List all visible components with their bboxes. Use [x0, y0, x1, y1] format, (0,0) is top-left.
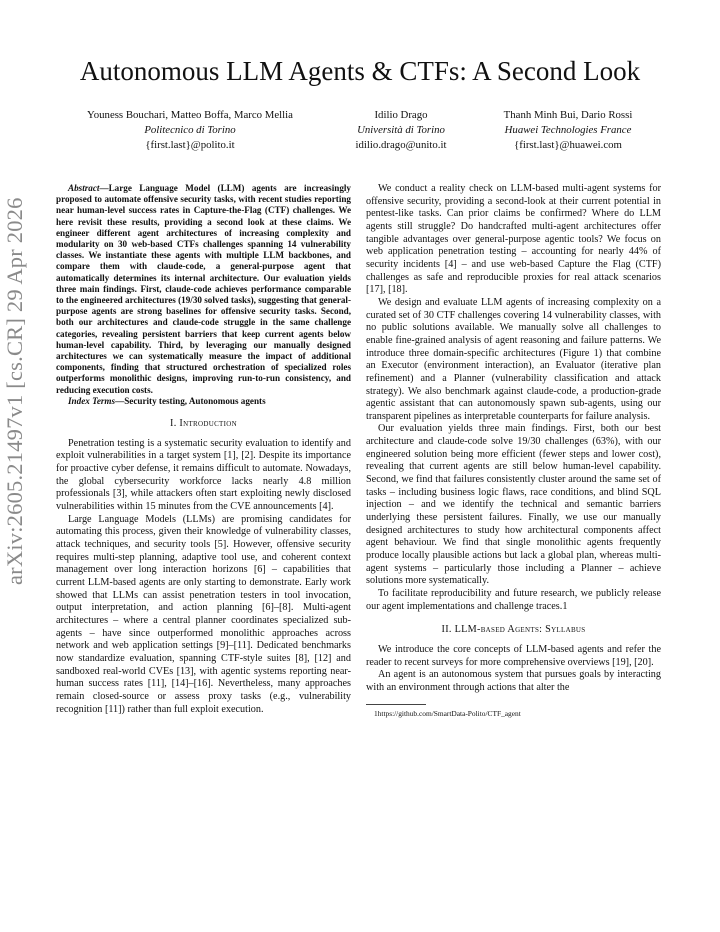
right-column: [366, 183, 661, 719]
paragraph: We conduct a reality check on LLM-based multi-agent systems for offensive security, providing a second-look at their current potential in pentest-like tasks. Can prior claims be confirmed? Where do LLM agents still struggle? Do handcrafted multi-agent architectures offer tangible advantages over general-purpose agentic tools? We focus on web application penetration testing – accounting for nearly 44% of security incidents [4] – and use web-based Capture the Flag (CTF) challenges as safe and reproducible proxies for real attack scenarios [17], [18].: [366, 183, 661, 296]
affiliation-polito: [60, 108, 320, 153]
affiliation-unito: [336, 108, 466, 153]
paragraph: Large Language Models (LLMs) are promising candidates for automating this process, given their knowledge of vulnerability classes, attack techniques, and security tools [5]. However, offensive security requires multi-step planning, adaptive tool use, and coherent context management over long interaction horizons [6] – capabilities that current LLM-based agents are only starting to demonstrate. Early work showed that LLMs can assist penetration testers in tool invocation, output interpretation, and action planning [6]–[8]. Multi-agent architectures – where a central planner coordinates specialized sub-agents – have since outperformed monolithic approaches across network and web application settings [9]–[11]. Dedicated benchmarks now standardize evaluation, spanning CTF-style suites [8], [12] and sandboxed real-world CVEs [13], with agentic systems reporting near-human success rates [11], [14]–[16]. Nevertheless, many approaches remain closed-source or assess proxy tasks (e.g., vulnerability recognition [11]) rather than full exploit execution.: [56, 513, 351, 715]
paragraph: Penetration testing is a systematic security evaluation to identify and exploit vulnerabilities in a target system [1], [2]. Despite its importance for proactive cyber defense, it remains difficult to automate. Nowadays, the global cybersecurity workforce lacks nearly 4.8 million professionals [3], while attackers often start exploiting newly disclosed vulnerabilities within 15 minutes from the CVE announcements [4].: [56, 437, 351, 512]
paragraph: Our evaluation yields three main findings. First, both our best architecture and claude-code solve 19/30 challenges (63%), with our engineered solution being more efficient (fewer steps and lower cost), revealing that current agents are still below human-level capability. Second, we find that failures consistently cluster around the same set of tasks – including business logic flaws, race conditions, and blind SQL injection – and we identify the technical and semantic barriers underlying these persistent failures. Finally, we use our manually designed architectures to study how architectural components affect agent behaviour. We find that single monolithic agents frequently produce locally plausible actions but lack a global plan, whereas multi-agent systems – particularly those including a Planner – achieve solutions more systematically.: [366, 423, 661, 587]
left-column: [56, 183, 351, 716]
author-names: Thanh Minh Bui, Dario Rossi: [503, 109, 633, 121]
abstract-label: Abstract: [68, 183, 100, 193]
author-email: {first.last}@huawei.com: [514, 139, 622, 151]
institution: Università di Torino: [357, 124, 445, 136]
affiliation-huawei: [476, 108, 660, 153]
author-names: Idilio Drago: [374, 109, 428, 121]
abstract: [56, 183, 351, 396]
institution: Politecnico di Torino: [144, 124, 236, 136]
index-terms-label: Index Terms: [68, 395, 116, 406]
section-heading-introduction: I. Introduction: [170, 418, 237, 430]
author-block: [60, 108, 660, 158]
index-terms: [56, 396, 351, 407]
paragraph: To facilitate reproducibility and future research, we publicly release our agent implementations and challenge traces.1: [366, 588, 661, 612]
author-email: {first.last}@polito.it: [145, 139, 235, 151]
paragraph: An agent is an autonomous system that pursues goals by interacting with an environment through actions that alter the: [366, 669, 661, 693]
arxiv-identifier: arXiv:2605.21497v1 [cs.CR] 29 Apr 2026: [2, 197, 27, 585]
footnote: 1https://github.com/SmartData-Polito/CTF_agent: [374, 708, 521, 718]
index-terms-text: —Security testing, Autonomous agents: [115, 395, 266, 406]
paragraph: We design and evaluate LLM agents of increasing complexity on a curated set of 30 CTF challenges covering 14 vulnerability classes, with no public solutions available. We manually solve all challenges to enable fine-grained analysis of agent reasoning and failure patterns. We introduce three domain-specific architectures (Figure 1) that combine an Executor (environment interaction), an Evaluator (iterative plan refinement) and a Planner (vulnerability classification and attack strategy). We also benchmark against claude-code, a production-grade agentic assistant that can autonomously spawn sub-agents, using our transparent pipelines as interpretable counterparts for failure analysis.: [366, 296, 661, 422]
footnote-divider: [366, 704, 426, 705]
abstract-text: —Large Language Model (LLM) agents are increasingly proposed to automate offensive security tasks, with recent studies reporting near human-level success rates in Capture-the-Flag (CTF) challenges. We here revisit these results, providing a second look at these claims. We engineer different agent architectures of increasing complexity and modularity on 30 web-based CTFs challenges spanning 14 vulnerability classes. We instantiate these agents with multiple LLM backbones, and compare them with claude-code, a general-purpose agent that automatically determines its internal architecture. Our evaluation yields three main findings. First, claude-code achieves performance comparable to the engineered architectures (19/30 solved tasks), suggesting that general-purpose agents are strong baselines for offensive security tasks. Second, both our architectures and claude-code struggle in the same challenge categories, revealing persistent barriers that keep current agents below human-level capability. Third, by leveraging our manually designed architectures we can systematically measure the impact of additional components, finding that structured orchestration of specialized roles outperforms monolithic designs, improving run-to-run consistency, and reducing execution costs.: [56, 183, 352, 395]
author-names: Youness Bouchari, Matteo Boffa, Marco Mellia: [87, 109, 293, 121]
author-email: idilio.drago@unito.it: [355, 139, 447, 151]
section-heading-syllabus: II. LLM-based Agents: Syllabus: [441, 624, 586, 636]
paragraph: We introduce the core concepts of LLM-based agents and refer the reader to recent surveys for more comprehensive overviews [19], [20].: [366, 643, 661, 668]
institution: Huawei Technologies France: [504, 124, 632, 136]
paper-title: Autonomous LLM Agents & CTFs: A Second Look: [79, 56, 641, 86]
